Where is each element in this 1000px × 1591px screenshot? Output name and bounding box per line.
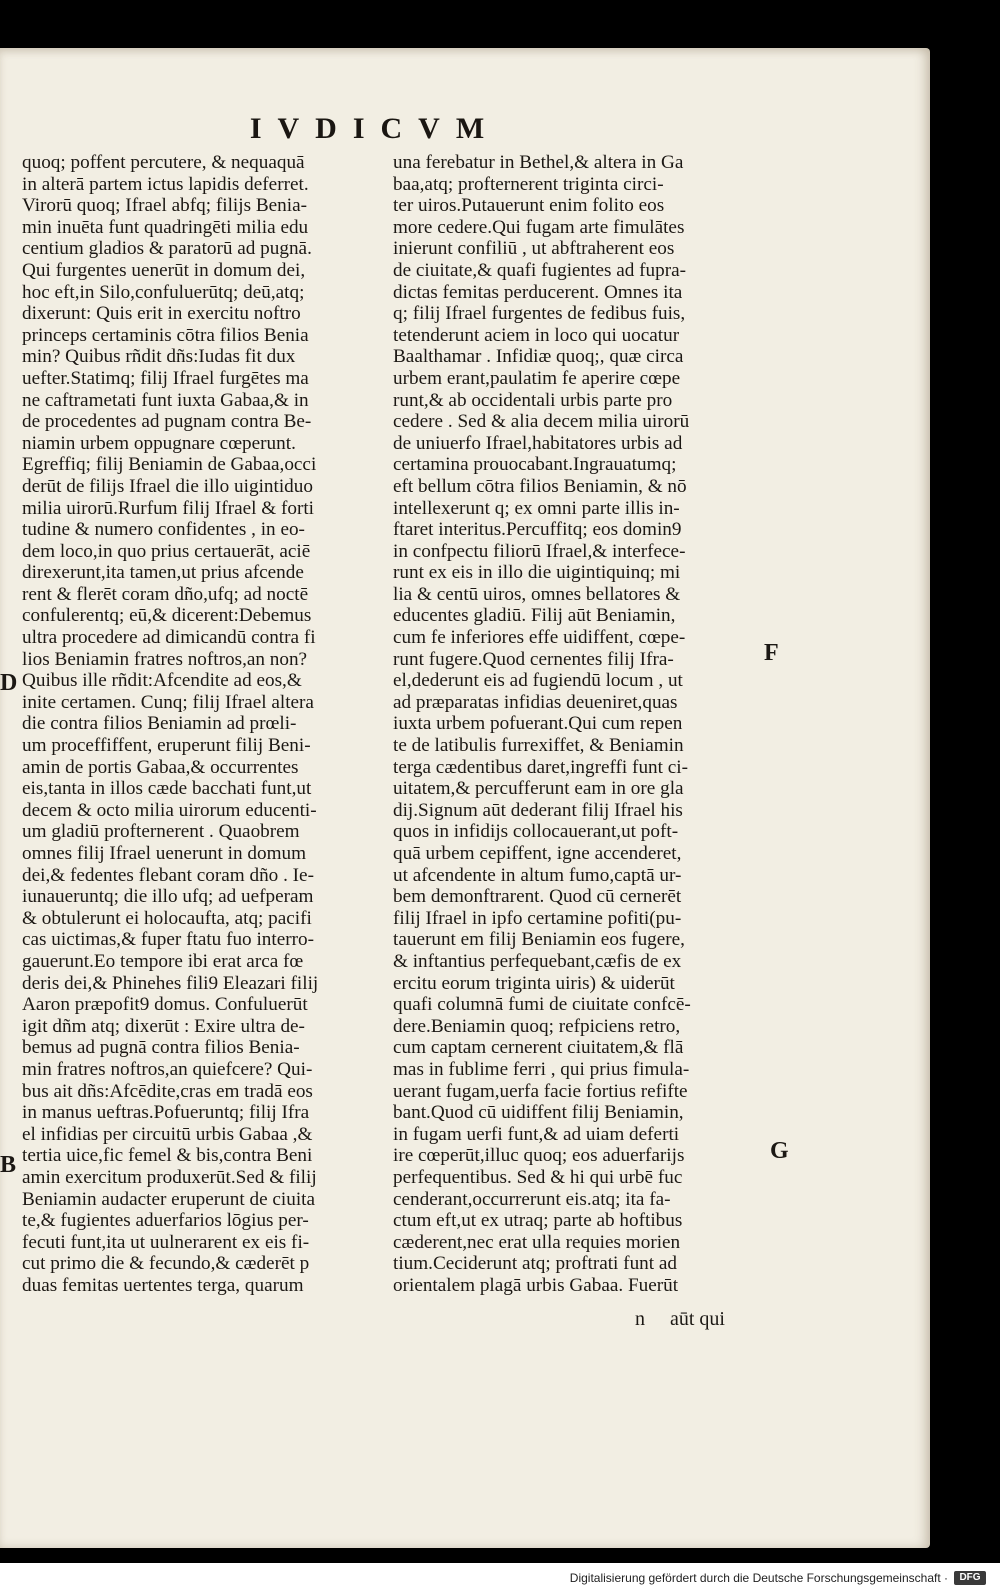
text-line: baa,atq; profternerent triginta circi- [393, 173, 664, 195]
signature-catchword: n aūt qui [635, 1308, 725, 1330]
text-line: decem & octo milia uirorum educenti- [22, 799, 317, 821]
text-line: Egreffiq; filij Beniamin de Gabaa,occi [22, 454, 317, 476]
text-line: min inuēta funt quadringēti milia edu [22, 216, 309, 238]
text-line: Virorū quoq; Ifrael abfq; filijs Benia- [22, 195, 307, 217]
text-line: iuxta urbem pofuerant.Qui cum repen [393, 713, 683, 735]
text-line: el infidias per circuitū urbis Gabaa ,& [22, 1123, 313, 1145]
text-line: ut afcendente in altum fumo,captā ur- [393, 864, 682, 886]
margin-marker-d: D [0, 670, 18, 696]
text-line: runt,& ab occidentali urbis parte pro [393, 389, 673, 411]
text-line: uerant fugam,uerfa facie fortius refifte [393, 1080, 688, 1102]
text-line: lia & centū uiros, omnes bellatores & [393, 583, 681, 605]
text-line: cum captam cernerent ciuitatem,& flā [393, 1037, 684, 1059]
text-line: de procedentes ad pugnam contra Be- [22, 411, 312, 433]
text-line: cum fe inferiores effe uidiffent, cœpe- [393, 627, 686, 649]
text-line: min? Quibus rñdit dñs:Iudas fit dux [22, 346, 296, 368]
margin-marker-f: F [764, 640, 779, 666]
text-line: dij.Signum aūt dederant filij Ifrael his [393, 799, 683, 821]
text-line: direxerunt,ita tamen,ut prius afcende [22, 562, 304, 584]
text-line: te de latibulis furrexiffet, & Beniamin [393, 735, 684, 757]
text-line: um proceffiffent, eruperunt filij Beni- [22, 735, 311, 757]
text-line: filij Ifrael in ipfo certamine pofiti(pu- [393, 907, 682, 929]
text-line: & obtulerunt ei holocaufta, atq; pacifi [22, 907, 312, 929]
text-line: ultra procedere ad dimicandū contra fi [22, 627, 316, 649]
text-line: Baalthamar . Infidiæ quoq;, quæ circa [393, 346, 684, 368]
text-line: centium gladios & paratorū ad pugnā. [22, 238, 312, 260]
text-line: el,dederunt eis ad fugiendū locum , ut [393, 670, 683, 692]
text-line: q; filij Ifrael furgentes de fedibus fuis, [393, 303, 686, 325]
text-line: te,& fugientes aduerfarios lōgius per- [22, 1210, 309, 1232]
right-text-column [393, 152, 768, 1296]
text-line: die contra filios Beniamin ad prœli- [22, 713, 297, 735]
text-line: amin de portis Gabaa,& occurrentes [22, 756, 299, 778]
text-line: inite certamen. Cunq; filij Ifrael altera [22, 691, 314, 713]
text-line: rent & flerēt coram dño,ufq; ad noctē [22, 583, 309, 605]
text-line: derūt de filijs Ifrael die illo uigintiduo [22, 475, 313, 497]
text-line: cedere . Sed & alia decem milia uirorū [393, 411, 690, 433]
text-line: bus ait dñs:Afcēdite,cras em tradā eos [22, 1080, 313, 1102]
text-line: orientalem plagā urbis Gabaa. Fuerūt [393, 1274, 679, 1296]
text-line: niamin urbem oppugnare cœperunt. [22, 432, 296, 454]
text-line: uefter.Statimq; filij Ifrael furgētes ma [22, 367, 309, 389]
text-line: deris dei,& Phinehes fili9 Eleazari filij [22, 972, 319, 994]
text-line: in alterā partem ictus lapidis deferret. [22, 173, 309, 195]
text-line: amin exercitum produxerūt.Sed & filij [22, 1166, 317, 1188]
text-line: dictas femitas perducerent. Omnes ita [393, 281, 683, 303]
text-line: iunaueruntq; die illo ufq; ad uefperam [22, 886, 314, 908]
text-line: eis,tanta in illos cæde bacchati funt,ut [22, 778, 312, 800]
text-line: cenderant,occurrerunt eis.atq; ita fa- [393, 1188, 671, 1210]
footer-bar [0, 1563, 1000, 1591]
text-line: tauerunt em filij Beniamin eos fugere, [393, 929, 685, 951]
text-line: gauerunt.Eo tempore ibi erat arca fœ [22, 950, 304, 972]
text-line: bemus ad pugnā contra filios Benia- [22, 1037, 300, 1059]
margin-marker-b: B [0, 1152, 17, 1178]
text-line: certamina prouocabant.Ingrauatumq; [393, 454, 677, 476]
text-line: eft bellum cōtra filios Beniamin, & nō [393, 475, 687, 497]
text-line: perfequentibus. Sed & hi qui urbē fuc [393, 1166, 683, 1188]
text-line: ftaret interitus.Percuffitq; eos domin9 [393, 519, 682, 541]
text-line: ter uiros.Putauerunt enim folito eos [393, 195, 665, 217]
text-line: um gladiū profternerent . Quaobrem [22, 821, 300, 843]
text-line: una ferebatur in Bethel,& altera in Ga [393, 152, 684, 173]
left-text-column [22, 152, 382, 1296]
text-line: tertia uice,fic femel & bis,contra Beni [22, 1145, 313, 1167]
text-line: intellexerunt q; ex omni parte illis in- [393, 497, 680, 519]
text-line: runt fugere.Quod cernentes filij Ifra- [393, 648, 674, 670]
text-line: milia uirorū.Rurfum filij Ifrael & forti [22, 497, 315, 519]
text-line: in confpectu filiorū Ifrael,& interfece- [393, 540, 686, 562]
text-line: de uniuerfo Ifrael,habitatores urbis ad [393, 432, 683, 454]
text-line: quā urbem cepiffent, igne accenderet, [393, 843, 682, 864]
text-line: terga cædentibus daret,ingreffi funt ci- [393, 756, 688, 778]
dfg-logo: DFG [954, 1571, 986, 1585]
text-line: tium.Ceciderunt atq; proftrati funt ad [393, 1253, 677, 1275]
text-line: quoq; poffent percutere, & nequaquā [22, 152, 305, 173]
text-line: cas uictimas,& fuper ftatu fuo interro- [22, 929, 314, 951]
text-line: Qui furgentes uenerūt in domum dei, [22, 259, 306, 281]
text-line: in fugam uerfi funt,& ad uiam deferti [393, 1123, 680, 1145]
text-line: fecuti funt,ita ut uulnerarent ex eis fi- [22, 1231, 310, 1253]
text-line: duas femitas uertentes terga, quarum [22, 1274, 304, 1296]
text-line: ad præparatas infidias deueniret,quas [393, 691, 678, 713]
text-line: inierunt confiliū , ut abftraherent eos [393, 238, 675, 260]
text-line: omnes filij Ifrael uenerunt in domum [22, 843, 307, 864]
text-line: confulerentq; eū,& dicerent:Debemus [22, 605, 312, 627]
text-line: quos in infidijs collocauerant,ut poft- [393, 821, 679, 843]
text-line: igit dñm atq; dixerūt : Exire ultra de- [22, 1015, 305, 1037]
text-line: tetenderunt aciem in loco qui uocatur [393, 324, 680, 346]
text-line: urbem erant,paulatim fe aperire cœpe [393, 367, 681, 389]
text-line: ne caftrametati funt iuxta Gabaa,& in [22, 389, 309, 411]
footer-credit: Digitalisierung gefördert durch die Deutsche Forschungsgemeinschaft · [569, 1571, 948, 1585]
text-line: ire cœperūt,illuc quoq; eos aduerfarijs [393, 1145, 685, 1167]
text-line: dem loco,in quo prius certauerāt, aciē [22, 540, 311, 562]
text-line: quafi columnā fumi de ciuitate confcē- [393, 994, 691, 1016]
text-line: cut primo die & fecundo,& cæderēt p [22, 1253, 310, 1275]
text-line: cæderent,nec erat ulla requies morien [393, 1231, 681, 1253]
text-line: dixerunt: Quis erit in exercitu noftro [22, 303, 301, 325]
text-line: tudine & numero confidentes , in eo- [22, 519, 305, 541]
text-line: Beniamin audacter eruperunt de ciuita [22, 1188, 316, 1210]
text-line: bem demonftrarent. Quod cū cernerēt [393, 886, 682, 908]
text-line: more cedere.Qui fugam arte fimulātes [393, 216, 685, 238]
running-head: IVDICVM [249, 112, 501, 145]
text-line: de ciuitate,& quafi fugientes ad fupra- [393, 259, 687, 281]
text-line: bant.Quod cū uidiffent filij Beniamin, [393, 1102, 684, 1124]
text-line: dere.Beniamin quoq; refpiciens retro, [393, 1015, 681, 1037]
text-line: runt ex eis in illo die uigintiquinq; mi [393, 562, 681, 584]
text-line: min fratres noftros,an quiefcere? Qui- [22, 1058, 313, 1080]
text-line: hoc eft,in Silo,confuluerūtq; deū,atq; [22, 281, 305, 303]
text-line: Aaron præpofit9 domus. Confuluerūt [22, 994, 308, 1016]
text-line: lios Beniamin fratres noftros,an non? [22, 648, 308, 670]
text-line: mas in fublime ferri , qui prius fimula- [393, 1058, 690, 1080]
text-line: educentes gladiū. Filij aūt Beniamin, [393, 605, 676, 627]
text-line: princeps certaminis cōtra filios Benia [22, 324, 309, 346]
text-line: ctum eft,ut ex utraq; parte ab hoftibus [393, 1210, 683, 1232]
text-line: in manus ueftras.Pofueruntq; filij Ifra [22, 1102, 310, 1124]
text-line: & inftantius perfequebant,cæfis de ex [393, 950, 682, 972]
text-line: dei,& fedentes flebant coram dño . Ie- [22, 864, 314, 886]
margin-marker-g: G [770, 1138, 789, 1164]
text-line: uitatem,& percufferunt eam in ore gla [393, 778, 684, 800]
text-line: Quibus ille rñdit:Afcendite ad eos,& [22, 670, 302, 692]
text-line: ercitu eorum triginta uiris) & uiderūt [393, 972, 675, 994]
